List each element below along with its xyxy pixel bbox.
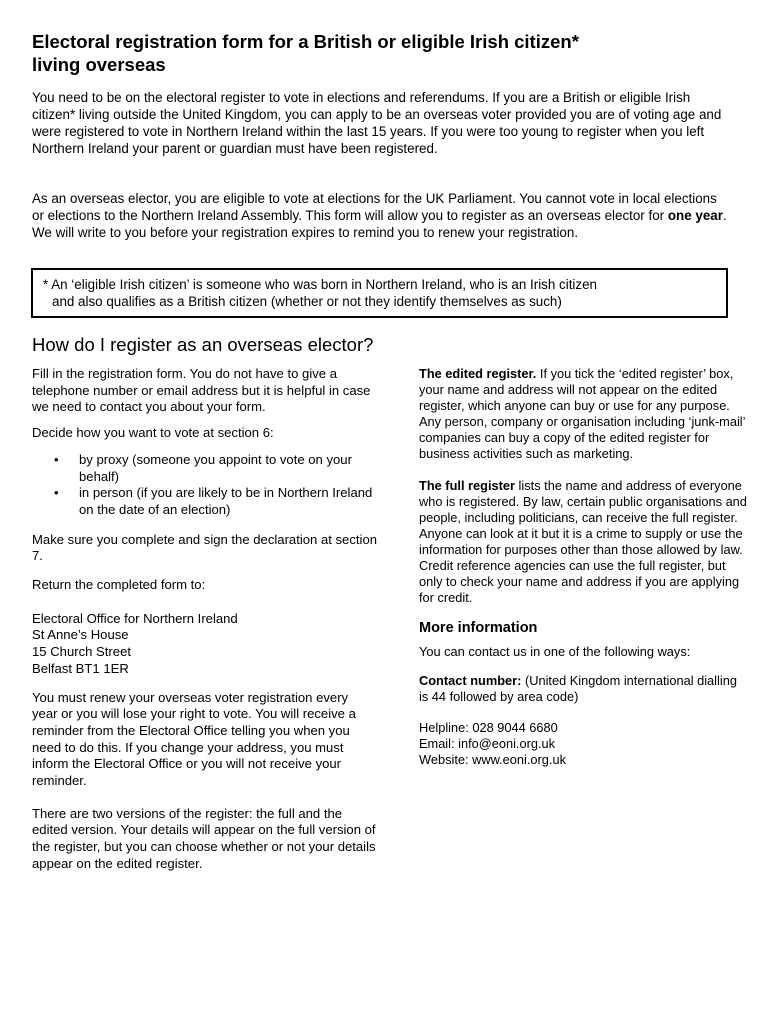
more-information-text: You can contact us in one of the following ways:: [419, 644, 691, 659]
intro-p2-tail: . We will write to you before your registration expires to remind you to renew your registration.: [32, 208, 727, 240]
intro-p2-text: As an overseas elector, you are eligible to vote at elections for the UK Parliament. You cannot vote in local elections or elections to the Northern Ireland Assembly. This form will allow you to register as an overseas elector for: [32, 191, 717, 223]
website-address: Website: www.eoni.org.uk: [419, 752, 566, 767]
section-heading: How do I register as an overseas elector?: [32, 334, 374, 355]
page-title: [32, 30, 732, 76]
left-paragraph-vote-method: Decide how you want to vote at section 6:: [32, 425, 274, 441]
edited-register-paragraph: [419, 366, 749, 462]
intro-paragraph-1: You need to be on the electoral register to vote in elections and referendums. If you are a British or eligible Irish citizen* living outside the United Kingdom, you can apply to be an overseas voter provided you are of voting age and were registered to vote in Northern Ireland within the last 15 years. If you were too young to register when you left Northern Ireland your parent or guardian must have been registered.: [32, 90, 722, 156]
address-line: Belfast BT1 1ER: [32, 660, 129, 676]
address-line: Electoral Office for Northern Ireland: [32, 610, 238, 626]
left-paragraph-versions: There are two versions of the register: the full and the edited version. Your details will appear on the full version of the register, but you can choose whether or not your details appear on the edited register.: [32, 805, 376, 871]
eligibility-note-box: [31, 268, 728, 318]
right-column: [419, 366, 749, 768]
list-item: • in person (if you are likely to be in Northern Ireland on the date of an election): [32, 485, 377, 518]
full-register-text: lists the name and address of everyone who is registered. By law, certain public organisations and people, including politicians, can receive the full register. Anyone can look at it but it is a crime to supply or use the information for purposes other than those allowed by law. Credit reference agencies can use the full register, but only to check your name and address if you are applying for credit.: [419, 478, 747, 605]
title-line-2: living overseas: [32, 54, 166, 75]
full-register-label: The full register: [419, 478, 515, 493]
intro-p2-bold: one year: [667, 208, 723, 223]
note-line-1: * An ‘eligible Irish citizen’ is someone who was born in Northern Ireland, who is an Irish citizen: [43, 277, 597, 292]
address-line: 15 Church Street: [32, 644, 131, 660]
left-paragraph-declaration: Make sure you complete and sign the declaration at section 7.: [32, 531, 378, 564]
full-register-paragraph: [419, 478, 749, 606]
email-address: Email: info@eoni.org.uk: [419, 736, 556, 751]
list-item: • by proxy (someone you appoint to vote on your behalf): [32, 452, 377, 485]
more-information-heading: More information: [419, 620, 538, 636]
title-line-1: Electoral registration form for a British or eligible Irish citizen*: [32, 31, 579, 52]
contact-number-label: Contact number:: [419, 673, 522, 688]
note-line-2: and also qualifies as a British citizen (whether or not they identify themselves as such): [52, 294, 562, 309]
left-column: [32, 366, 377, 873]
postal-address: [32, 611, 377, 678]
intro-paragraph-2: [32, 190, 732, 241]
edited-register-text: If you tick the ‘edited register’ box, your name and address will not appear on the edited register, which anyone can buy or use for any purpose. Any person, company or organisation including ‘junk-mail’ companies can buy a copy of the edited register for business activities such as marketing.: [419, 366, 746, 461]
address-line: St Anne’s House: [32, 627, 129, 643]
helpline: Helpline: 028 9044 6680: [419, 720, 558, 735]
contact-number-paragraph: [419, 673, 749, 705]
edited-register-label: The edited register.: [419, 366, 537, 381]
left-paragraph-renew: You must renew your overseas voter registration every year or you will lose your right to vote. You will receive a reminder from the Electoral Office telling you when you need to do this. If you change your address, you must inform the Electoral Office or you will not receive your reminder.: [32, 689, 356, 789]
contact-number-text: (United Kingdom international dialling is 44 followed by area code): [419, 673, 737, 704]
left-paragraph-return: Return the completed form to:: [32, 577, 206, 593]
vote-method-list: [32, 452, 377, 519]
left-paragraph-fill-form: Fill in the registration form. You do not have to give a telephone number or email address but it is helpful in case we need to contact you about your form.: [32, 366, 371, 415]
